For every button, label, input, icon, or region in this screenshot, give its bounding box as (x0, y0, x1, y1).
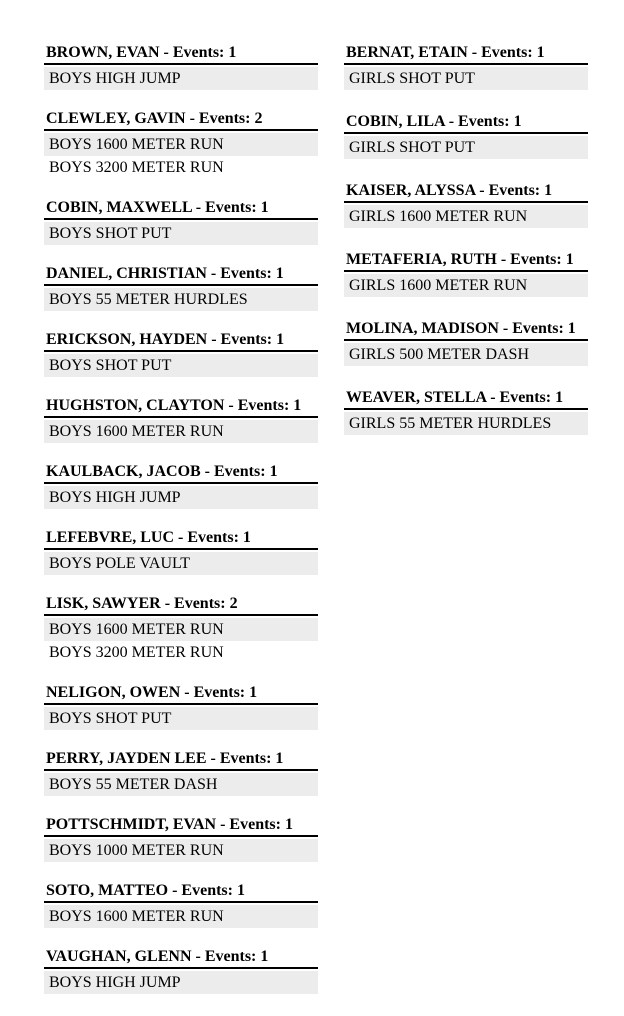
roster-column-right (344, 44, 588, 458)
athlete-header: KAULBACK, JACOB - Events: 1 (44, 463, 318, 484)
event-row: BOYS SHOT PUT (44, 222, 318, 245)
athlete-header: WEAVER, STELLA - Events: 1 (344, 389, 588, 410)
event-list (44, 67, 318, 90)
athlete-block (344, 182, 588, 228)
event-row: BOYS 1600 METER RUN (44, 905, 318, 928)
athlete-block (44, 750, 318, 796)
athlete-block (44, 595, 318, 664)
event-list (44, 773, 318, 796)
athlete-header: NELIGON, OWEN - Events: 1 (44, 684, 318, 705)
athlete-header: COBIN, MAXWELL - Events: 1 (44, 199, 318, 220)
event-list (344, 136, 588, 159)
event-row: BOYS 55 METER DASH (44, 773, 318, 796)
event-list (344, 67, 588, 90)
athlete-block (344, 251, 588, 297)
event-row: BOYS 3200 METER RUN (44, 156, 318, 179)
athlete-header: MOLINA, MADISON - Events: 1 (344, 320, 588, 341)
event-list (44, 707, 318, 730)
event-row: BOYS 3200 METER RUN (44, 641, 318, 664)
athlete-block (44, 44, 318, 90)
event-list (344, 343, 588, 366)
athlete-block (44, 265, 318, 311)
event-row: BOYS 1000 METER RUN (44, 839, 318, 862)
event-list (44, 420, 318, 443)
athlete-block (44, 199, 318, 245)
athlete-block (344, 44, 588, 90)
athlete-header: HUGHSTON, CLAYTON - Events: 1 (44, 397, 318, 418)
athlete-block (44, 882, 318, 928)
event-row: BOYS 1600 METER RUN (44, 420, 318, 443)
athlete-header: KAISER, ALYSSA - Events: 1 (344, 182, 588, 203)
event-list (344, 412, 588, 435)
roster-columns (44, 44, 624, 1014)
event-row: BOYS SHOT PUT (44, 707, 318, 730)
event-row: BOYS 1600 METER RUN (44, 618, 318, 641)
athlete-block (344, 320, 588, 366)
event-list (44, 354, 318, 377)
athlete-header: SOTO, MATTEO - Events: 1 (44, 882, 318, 903)
event-list (44, 618, 318, 664)
event-list (344, 274, 588, 297)
event-row: BOYS HIGH JUMP (44, 486, 318, 509)
event-list (44, 552, 318, 575)
event-row: BOYS 1600 METER RUN (44, 133, 318, 156)
event-row: GIRLS SHOT PUT (344, 136, 588, 159)
athlete-block (44, 948, 318, 994)
event-list (44, 905, 318, 928)
athlete-header: ERICKSON, HAYDEN - Events: 1 (44, 331, 318, 352)
athlete-header: METAFERIA, RUTH - Events: 1 (344, 251, 588, 272)
roster-column-left (44, 44, 318, 1014)
event-list (44, 133, 318, 179)
event-row: GIRLS SHOT PUT (344, 67, 588, 90)
event-row: BOYS HIGH JUMP (44, 67, 318, 90)
athlete-header: LISK, SAWYER - Events: 2 (44, 595, 318, 616)
event-row: BOYS SHOT PUT (44, 354, 318, 377)
event-list (44, 486, 318, 509)
athlete-block (44, 463, 318, 509)
event-list (344, 205, 588, 228)
event-row: BOYS POLE VAULT (44, 552, 318, 575)
athlete-block (44, 331, 318, 377)
athlete-block (344, 389, 588, 435)
athlete-header: LEFEBVRE, LUC - Events: 1 (44, 529, 318, 550)
athlete-header: BERNAT, ETAIN - Events: 1 (344, 44, 588, 65)
athlete-block (44, 816, 318, 862)
event-row: GIRLS 55 METER HURDLES (344, 412, 588, 435)
event-row: GIRLS 1600 METER RUN (344, 205, 588, 228)
event-list (44, 971, 318, 994)
athlete-block (44, 110, 318, 179)
event-row: GIRLS 1600 METER RUN (344, 274, 588, 297)
athlete-block (44, 684, 318, 730)
athlete-header: BROWN, EVAN - Events: 1 (44, 44, 318, 65)
event-row: GIRLS 500 METER DASH (344, 343, 588, 366)
athlete-header: PERRY, JAYDEN LEE - Events: 1 (44, 750, 318, 771)
event-list (44, 839, 318, 862)
event-list (44, 222, 318, 245)
athlete-header: DANIEL, CHRISTIAN - Events: 1 (44, 265, 318, 286)
athlete-header: CLEWLEY, GAVIN - Events: 2 (44, 110, 318, 131)
athlete-header: VAUGHAN, GLENN - Events: 1 (44, 948, 318, 969)
event-list (44, 288, 318, 311)
athlete-header: COBIN, LILA - Events: 1 (344, 113, 588, 134)
athlete-header: POTTSCHMIDT, EVAN - Events: 1 (44, 816, 318, 837)
event-row: BOYS HIGH JUMP (44, 971, 318, 994)
athlete-block (44, 529, 318, 575)
event-row: BOYS 55 METER HURDLES (44, 288, 318, 311)
athlete-block (344, 113, 588, 159)
athlete-block (44, 397, 318, 443)
